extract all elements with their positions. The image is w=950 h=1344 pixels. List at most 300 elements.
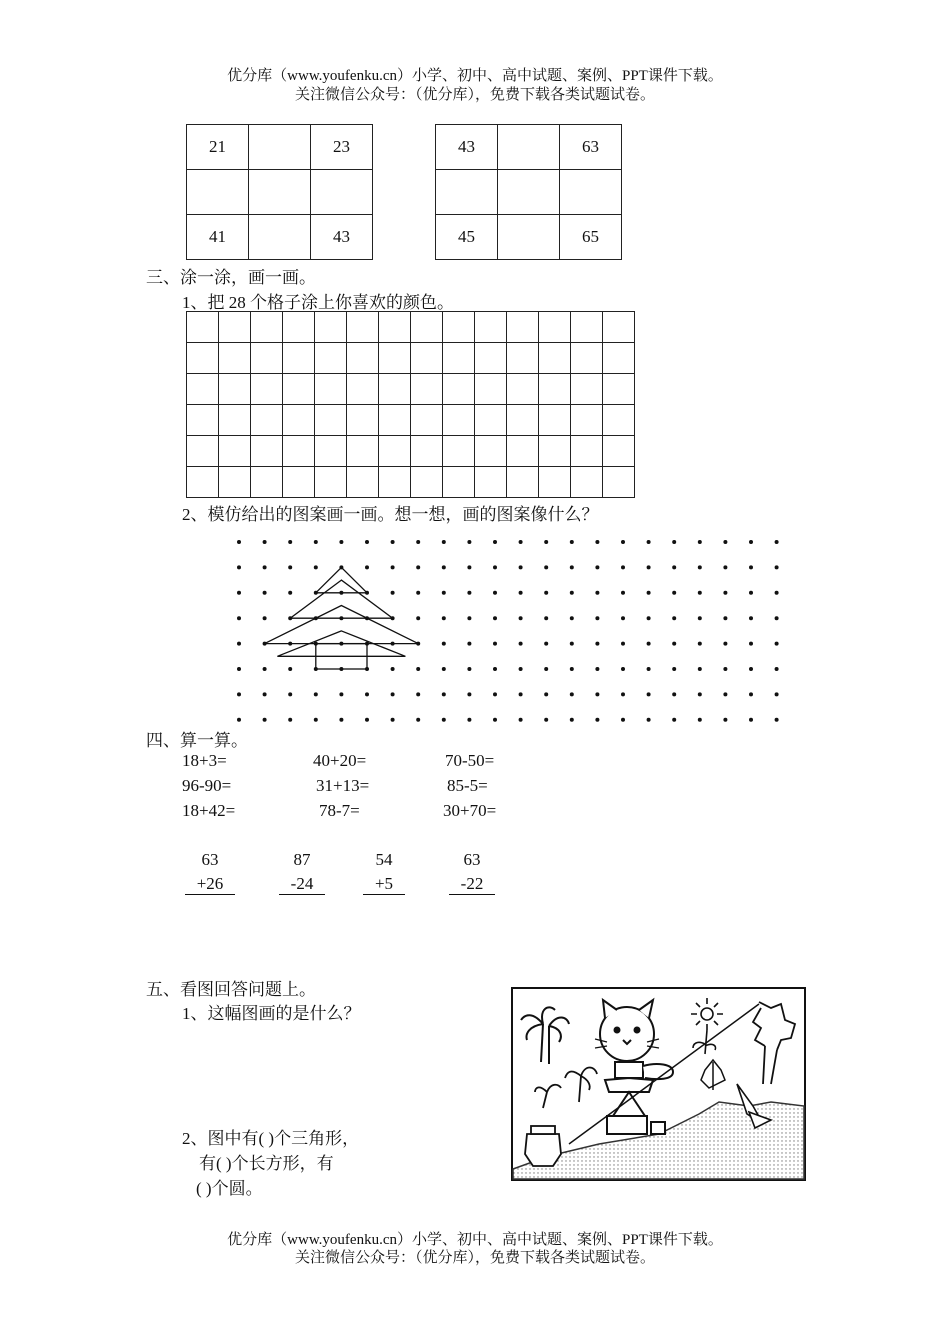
header-line-2: 关注微信公众号：（优分库），免费下载各类试题试卷。 — [294, 87, 655, 103]
grid-dot — [263, 591, 267, 595]
calc-item: 18+3= — [182, 751, 227, 770]
grid-cell[interactable] — [315, 312, 347, 343]
grid-dot — [595, 718, 599, 722]
grid-dot — [391, 692, 395, 696]
grid-dot — [519, 616, 523, 620]
grid-dot — [493, 667, 497, 671]
section-5-question-1: 1、这幅图画的是什么？ — [182, 1004, 361, 1023]
grid-dot — [775, 692, 779, 696]
grid-cell[interactable] — [539, 405, 571, 436]
grid-dot — [391, 591, 395, 595]
grid-dot — [749, 616, 753, 620]
grid-dot — [365, 692, 369, 696]
grid-cell[interactable] — [347, 343, 379, 374]
grid-dot — [723, 667, 727, 671]
table-cell — [498, 170, 560, 215]
grid-dot — [237, 692, 241, 696]
grid-cell[interactable] — [283, 405, 315, 436]
grid-dot — [595, 667, 599, 671]
grid-cell[interactable] — [347, 467, 379, 498]
table-cell — [436, 170, 498, 215]
grid-cell[interactable] — [379, 374, 411, 405]
grid-dot — [391, 540, 395, 544]
grid-dot — [314, 540, 318, 544]
grid-dot — [416, 718, 420, 722]
grid-cell[interactable] — [219, 374, 251, 405]
grid-dot — [698, 591, 702, 595]
vertical-bottom: -24 — [279, 874, 326, 895]
coloring-grid[interactable] — [186, 311, 635, 498]
grid-cell[interactable] — [219, 343, 251, 374]
grid-cell[interactable] — [283, 436, 315, 467]
grid-dot — [237, 667, 241, 671]
grid-dot — [672, 591, 676, 595]
grid-dot — [647, 565, 651, 569]
grid-cell[interactable] — [603, 436, 635, 467]
grid-dot — [416, 591, 420, 595]
grid-cell[interactable] — [187, 343, 219, 374]
grid-dot — [698, 692, 702, 696]
grid-dot — [544, 642, 548, 646]
grid-dot — [698, 667, 702, 671]
grid-dot — [442, 718, 446, 722]
grid-dot — [570, 667, 574, 671]
grid-cell[interactable] — [283, 312, 315, 343]
grid-dot — [519, 540, 523, 544]
grid-cell[interactable] — [315, 436, 347, 467]
grid-dot — [621, 565, 625, 569]
grid-dot — [314, 718, 318, 722]
grid-cell[interactable] — [347, 374, 379, 405]
grid-dot — [621, 616, 625, 620]
grid-dot — [647, 667, 651, 671]
grid-dot — [544, 718, 548, 722]
vertical-top: 63 — [201, 850, 219, 869]
vertical-top: 87 — [293, 850, 311, 869]
grid-dot — [314, 692, 318, 696]
table-cell — [498, 125, 560, 170]
grid-dot — [775, 540, 779, 544]
grid-dot — [621, 667, 625, 671]
calc-item: 31+13= — [316, 776, 370, 795]
grid-cell[interactable] — [443, 436, 475, 467]
grid-dot — [519, 667, 523, 671]
section-5-question-2-line-3: ( )个圆。 — [196, 1179, 263, 1198]
section-4-title: 四、算一算。 — [146, 731, 248, 750]
grid-cell[interactable] — [507, 374, 539, 405]
grid-dot — [365, 565, 369, 569]
grid-dot — [519, 591, 523, 595]
grid-cell[interactable] — [251, 467, 283, 498]
grid-cell[interactable] — [603, 343, 635, 374]
grid-cell[interactable] — [187, 374, 219, 405]
grid-dot — [621, 591, 625, 595]
grid-dot — [442, 540, 446, 544]
grid-cell[interactable] — [603, 374, 635, 405]
grid-cell[interactable] — [251, 312, 283, 343]
grid-dot — [493, 565, 497, 569]
grid-cell[interactable] — [411, 312, 443, 343]
calc-item: 18+42= — [182, 801, 236, 820]
grid-dot — [365, 540, 369, 544]
grid-dot — [493, 591, 497, 595]
grid-dot — [391, 718, 395, 722]
grid-cell[interactable] — [443, 312, 475, 343]
grid-dot — [519, 642, 523, 646]
grid-dot — [263, 565, 267, 569]
grid-dot — [570, 616, 574, 620]
grid-dot — [595, 642, 599, 646]
grid-dot — [493, 692, 497, 696]
grid-cell[interactable] — [187, 312, 219, 343]
grid-cell[interactable] — [251, 405, 283, 436]
grid-dot — [442, 692, 446, 696]
grid-cell[interactable] — [571, 436, 603, 467]
grid-cell[interactable] — [347, 312, 379, 343]
pattern-triangle — [290, 580, 392, 618]
grid-cell[interactable] — [539, 343, 571, 374]
grid-dot — [595, 692, 599, 696]
vertical-bottom: +26 — [185, 874, 236, 895]
grid-dot — [467, 540, 471, 544]
grid-dot — [288, 591, 292, 595]
grid-dot — [339, 692, 343, 696]
header-line-1: 优分库（www.youfenku.cn）小学、初中、高中试题、案例、PPT课件下载。 — [227, 68, 723, 84]
grid-cell[interactable] — [219, 405, 251, 436]
grid-dot — [544, 540, 548, 544]
grid-cell[interactable] — [539, 312, 571, 343]
grid-dot — [288, 692, 292, 696]
grid-cell[interactable] — [379, 436, 411, 467]
grid-cell[interactable] — [347, 436, 379, 467]
grid-dot — [263, 667, 267, 671]
grid-dot — [442, 642, 446, 646]
grid-cell[interactable] — [571, 374, 603, 405]
grid-dot — [672, 616, 676, 620]
grid-dot — [647, 718, 651, 722]
vertical-top: 54 — [375, 850, 393, 869]
grid-cell[interactable] — [411, 405, 443, 436]
grid-cell[interactable] — [411, 467, 443, 498]
grid-dot — [442, 616, 446, 620]
grid-cell[interactable] — [475, 405, 507, 436]
grid-dot — [237, 591, 241, 595]
grid-cell[interactable] — [379, 467, 411, 498]
grid-dot — [723, 642, 727, 646]
grid-dot — [749, 718, 753, 722]
grid-cell[interactable] — [475, 343, 507, 374]
grid-dot — [723, 591, 727, 595]
grid-dot — [775, 667, 779, 671]
grid-dot — [493, 718, 497, 722]
grid-cell[interactable] — [315, 467, 347, 498]
grid-dot — [416, 565, 420, 569]
grid-dot — [621, 718, 625, 722]
grid-cell[interactable] — [283, 343, 315, 374]
grid-dot — [237, 718, 241, 722]
grid-dot — [237, 540, 241, 544]
grid-cell[interactable] — [507, 343, 539, 374]
grid-dot — [672, 540, 676, 544]
grid-dot — [519, 692, 523, 696]
grid-dot — [263, 540, 267, 544]
table-cell: 43 — [311, 215, 373, 260]
grid-cell[interactable] — [475, 374, 507, 405]
grid-dot — [519, 718, 523, 722]
grid-dot — [416, 540, 420, 544]
grid-dot — [288, 540, 292, 544]
grid-dot — [493, 616, 497, 620]
grid-dot — [365, 718, 369, 722]
grid-dot — [698, 565, 702, 569]
grid-dot — [698, 540, 702, 544]
grid-dot — [647, 692, 651, 696]
table-cell — [560, 170, 622, 215]
table-cell: 65 — [560, 215, 622, 260]
table-cell — [498, 215, 560, 260]
grid-dot — [672, 642, 676, 646]
grid-cell[interactable] — [187, 436, 219, 467]
vertical-calc — [447, 850, 497, 895]
grid-dot — [339, 718, 343, 722]
grid-dot — [775, 642, 779, 646]
grid-dot — [698, 718, 702, 722]
grid-dot — [391, 667, 395, 671]
grid-dot — [570, 540, 574, 544]
grid-cell[interactable] — [347, 405, 379, 436]
grid-dot — [698, 616, 702, 620]
grid-dot — [544, 692, 548, 696]
table-cell — [187, 170, 249, 215]
grid-dot — [467, 591, 471, 595]
grid-dot — [416, 667, 420, 671]
grid-dot — [467, 642, 471, 646]
grid-dot — [775, 591, 779, 595]
table-cell: 23 — [311, 125, 373, 170]
grid-dot — [595, 616, 599, 620]
grid-dot — [775, 616, 779, 620]
grid-dot — [749, 565, 753, 569]
grid-cell[interactable] — [571, 405, 603, 436]
grid-dot — [493, 540, 497, 544]
grid-dot — [442, 667, 446, 671]
grid-cell[interactable] — [507, 405, 539, 436]
vertical-bottom: +5 — [363, 874, 405, 895]
dot-grid[interactable] — [225, 528, 785, 728]
table-cell: 43 — [436, 125, 498, 170]
grid-cell[interactable] — [219, 312, 251, 343]
grid-cell[interactable] — [603, 312, 635, 343]
table-cell: 41 — [187, 215, 249, 260]
grid-cell[interactable] — [411, 343, 443, 374]
grid-dot — [698, 642, 702, 646]
grid-cell[interactable] — [603, 405, 635, 436]
grid-cell[interactable] — [283, 467, 315, 498]
grid-cell[interactable] — [603, 467, 635, 498]
grid-dot — [263, 692, 267, 696]
grid-dot — [570, 642, 574, 646]
grid-cell[interactable] — [187, 405, 219, 436]
number-table-right — [435, 124, 622, 260]
grid-dot — [467, 718, 471, 722]
grid-cell[interactable] — [379, 312, 411, 343]
table-cell — [249, 125, 311, 170]
grid-dot — [749, 591, 753, 595]
grid-dot — [647, 616, 651, 620]
grid-dot — [467, 616, 471, 620]
grid-cell[interactable] — [539, 374, 571, 405]
grid-cell[interactable] — [187, 467, 219, 498]
grid-cell[interactable] — [443, 374, 475, 405]
grid-cell[interactable] — [315, 374, 347, 405]
grid-dot — [519, 565, 523, 569]
grid-cell[interactable] — [443, 343, 475, 374]
grid-dot — [672, 565, 676, 569]
section-3-title: 三、涂一涂，画一画。 — [146, 268, 316, 287]
grid-cell[interactable] — [475, 312, 507, 343]
pot-icon — [525, 1126, 561, 1166]
grid-dot — [263, 718, 267, 722]
grid-dot — [570, 718, 574, 722]
grid-dot — [672, 667, 676, 671]
grid-cell[interactable] — [571, 312, 603, 343]
grid-dot — [442, 591, 446, 595]
grid-dot — [288, 565, 292, 569]
grid-cell[interactable] — [443, 467, 475, 498]
table-cell — [249, 215, 311, 260]
grid-dot — [621, 540, 625, 544]
grid-dot — [749, 642, 753, 646]
calc-item: 85-5= — [447, 776, 488, 795]
grid-cell[interactable] — [411, 374, 443, 405]
grid-dot — [621, 642, 625, 646]
grid-dot — [416, 616, 420, 620]
vertical-bottom: -22 — [449, 874, 496, 895]
grid-dot — [672, 718, 676, 722]
grid-dot — [544, 591, 548, 595]
grid-dot — [647, 642, 651, 646]
table-cell: 45 — [436, 215, 498, 260]
vertical-calc — [272, 850, 332, 895]
grid-dot — [595, 591, 599, 595]
grid-dot — [237, 642, 241, 646]
grid-dot — [493, 642, 497, 646]
grid-dot — [775, 718, 779, 722]
section-5-title: 五、看图回答问题上。 — [146, 980, 316, 999]
grid-dot — [467, 565, 471, 569]
grid-dot — [647, 591, 651, 595]
section-3-question-2: 2、模仿给出的图案画一画。想一想，画的图案像什么？ — [182, 505, 599, 524]
grid-dot — [467, 692, 471, 696]
grid-cell[interactable] — [315, 343, 347, 374]
grid-dot — [570, 591, 574, 595]
grid-dot — [570, 692, 574, 696]
grid-dot — [544, 667, 548, 671]
calc-item: 78-7= — [319, 801, 360, 820]
vertical-calc — [182, 850, 238, 895]
calc-item: 70-50= — [445, 751, 495, 770]
grid-dot — [775, 565, 779, 569]
grid-cell[interactable] — [219, 467, 251, 498]
calc-item: 30+70= — [443, 801, 497, 820]
footer-line-2: 关注微信公众号：（优分库），免费下载各类试题试卷。 — [294, 1250, 655, 1266]
grid-dot — [570, 565, 574, 569]
grid-dot — [263, 616, 267, 620]
grid-cell[interactable] — [283, 374, 315, 405]
grid-dot — [595, 540, 599, 544]
grid-cell[interactable] — [251, 436, 283, 467]
grid-dot — [723, 718, 727, 722]
grid-dot — [288, 718, 292, 722]
grid-cell[interactable] — [411, 436, 443, 467]
section-5-question-2-line-1: 2、图中有( )个三角形， — [182, 1129, 360, 1148]
grid-dot — [723, 692, 727, 696]
table-cell: 63 — [560, 125, 622, 170]
vertical-calc — [362, 850, 406, 895]
grid-cell[interactable] — [443, 405, 475, 436]
grid-cell[interactable] — [539, 436, 571, 467]
grid-dot — [749, 667, 753, 671]
grid-dot — [544, 616, 548, 620]
grid-cell[interactable] — [475, 436, 507, 467]
grid-cell[interactable] — [475, 467, 507, 498]
grid-cell[interactable] — [507, 436, 539, 467]
grid-cell[interactable] — [219, 436, 251, 467]
table-cell — [249, 170, 311, 215]
table-cell — [311, 170, 373, 215]
grid-dot — [391, 565, 395, 569]
grid-dot — [237, 616, 241, 620]
grid-dot — [442, 565, 446, 569]
grid-dot — [749, 692, 753, 696]
grid-dot — [416, 692, 420, 696]
grid-dot — [595, 565, 599, 569]
grid-cell[interactable] — [379, 405, 411, 436]
grid-cell[interactable] — [507, 467, 539, 498]
shape-picture — [509, 984, 809, 1184]
number-table-left — [186, 124, 373, 260]
grid-cell[interactable] — [251, 343, 283, 374]
pattern-triangle — [265, 606, 419, 644]
grid-dot — [288, 667, 292, 671]
grid-cell[interactable] — [379, 343, 411, 374]
section-5-question-2-line-2: 有( )个长方形，有 — [199, 1154, 334, 1173]
table-cell: 21 — [187, 125, 249, 170]
grid-dot — [672, 692, 676, 696]
grid-cell[interactable] — [571, 467, 603, 498]
grid-cell[interactable] — [251, 374, 283, 405]
calc-item: 96-90= — [182, 776, 232, 795]
grid-cell[interactable] — [507, 312, 539, 343]
calc-item: 40+20= — [313, 751, 367, 770]
grid-dot — [237, 565, 241, 569]
grid-dot — [467, 667, 471, 671]
grid-dot — [723, 565, 727, 569]
grid-dot — [314, 565, 318, 569]
vertical-top: 63 — [463, 850, 481, 869]
grid-dot — [723, 616, 727, 620]
grid-dot — [647, 540, 651, 544]
grid-dot — [339, 540, 343, 544]
grid-cell[interactable] — [539, 467, 571, 498]
grid-dot — [749, 540, 753, 544]
grid-dot — [544, 565, 548, 569]
grid-cell[interactable] — [315, 405, 347, 436]
footer-line-1: 优分库（www.youfenku.cn）小学、初中、高中试题、案例、PPT课件下载。 — [227, 1232, 723, 1248]
grid-cell[interactable] — [571, 343, 603, 374]
section-3-question-1: 1、把 28 个格子涂上你喜欢的颜色。 — [182, 293, 454, 312]
grid-dot — [621, 692, 625, 696]
